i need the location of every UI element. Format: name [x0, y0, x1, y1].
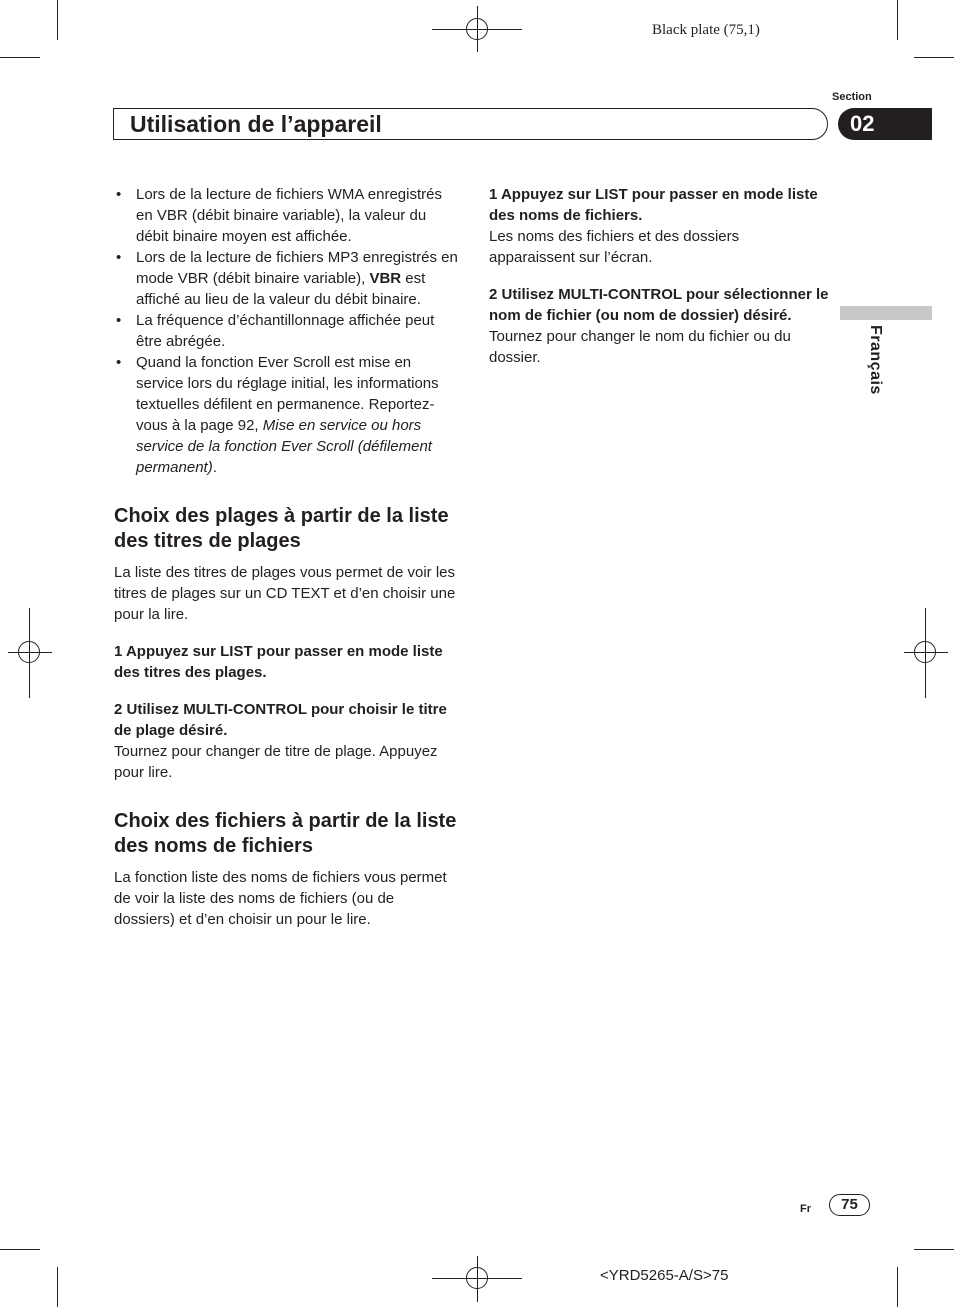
step-heading: 1 Appuyez sur LIST pour passer en mode liste des noms de fichiers.: [489, 186, 818, 224]
crop-mark: [0, 1249, 40, 1250]
bullet-icon: •: [116, 249, 122, 266]
bullet-icon: •: [116, 186, 122, 203]
step-heading: 2 Utilisez MULTI-CONTROL pour choisir le titre de plage désiré.: [114, 701, 447, 739]
section-number: 02: [838, 108, 932, 140]
paragraph: Tournez pour changer de titre de plage. Appuyez pour lire.: [114, 743, 438, 781]
bullet-item: [114, 247, 459, 310]
registration-circle: [466, 18, 488, 40]
page-number: 75: [829, 1194, 870, 1216]
emphasis-text: Mise en service ou hors service de la fonction Ever Scroll (défilement permanent): [136, 417, 432, 476]
bullet-icon: •: [116, 312, 122, 329]
emphasis-text: VBR: [369, 270, 402, 287]
crop-mark: [57, 1267, 58, 1307]
crop-mark: [897, 1267, 898, 1307]
crop-mark: [57, 0, 58, 40]
section-heading: Choix des fichiers à partir de la liste des noms de fichiers: [114, 810, 457, 857]
language-tab: [840, 306, 932, 320]
bullet-list: [114, 184, 459, 478]
registration-circle: [466, 1267, 488, 1289]
bullet-icon: •: [116, 354, 122, 371]
chapter-title-bar: [113, 108, 828, 140]
paragraph: Tournez pour changer le nom du fichier ou du dossier.: [489, 328, 791, 366]
text-run: Lors de la lecture de fichiers MP3 enregistrés en mode VBR (débit binaire variable),: [136, 249, 458, 287]
text-run: Lors de la lecture de fichiers WMA enregistrés en VBR (débit binaire variable), la valeur du débit binaire moyen est affichée.: [136, 186, 442, 245]
text-run: Quand la fonction Ever Scroll est mise en service lors du réglage initial, les informations textuelles défilent en permanence. Reportez-vous à la page 92,: [136, 354, 439, 434]
left-column: [114, 184, 459, 930]
text-run: .: [212, 459, 217, 476]
bullet-item: [114, 184, 459, 247]
step-heading: 1 Appuyez sur LIST pour passer en mode liste des titres des plages.: [114, 643, 443, 681]
text-run: est affiché au lieu de la valeur du débit binaire.: [136, 270, 426, 308]
language-label: Français: [867, 325, 884, 395]
crop-mark: [914, 1249, 954, 1250]
paragraph: La fonction liste des noms de fichiers vous permet de voir la liste des noms de fichiers (ou de dossiers) et d’en choisir un pour le lire.: [114, 869, 447, 928]
language-code: Fr: [800, 1203, 811, 1215]
registration-circle: [914, 641, 936, 663]
section-label: Section: [832, 91, 872, 103]
bullet-item: [114, 310, 459, 352]
paragraph: La liste des titres de plages vous permet de voir les titres de plages sur un CD TEXT et d’en choisir une pour la lire.: [114, 564, 456, 623]
paragraph: Les noms des fichiers et des dossiers apparaissent sur l’écran.: [489, 228, 740, 266]
bullet-item: [114, 352, 459, 478]
section-heading: Choix des plages à partir de la liste des titres de plages: [114, 505, 449, 552]
chapter-title: Utilisation de l’appareil: [130, 111, 382, 137]
text-run: La fréquence d’échantillonnage affichée peut être abrégée.: [136, 312, 435, 350]
plate-label: Black plate (75,1): [652, 22, 760, 38]
right-column: [489, 184, 829, 368]
document-code: <YRD5265-A/S>75: [600, 1267, 729, 1284]
crop-mark: [914, 57, 954, 58]
registration-circle: [18, 641, 40, 663]
crop-mark: [0, 57, 40, 58]
crop-mark: [897, 0, 898, 40]
step-heading: 2 Utilisez MULTI-CONTROL pour sélectionner le nom de fichier (ou nom de dossier) désiré.: [489, 286, 829, 324]
